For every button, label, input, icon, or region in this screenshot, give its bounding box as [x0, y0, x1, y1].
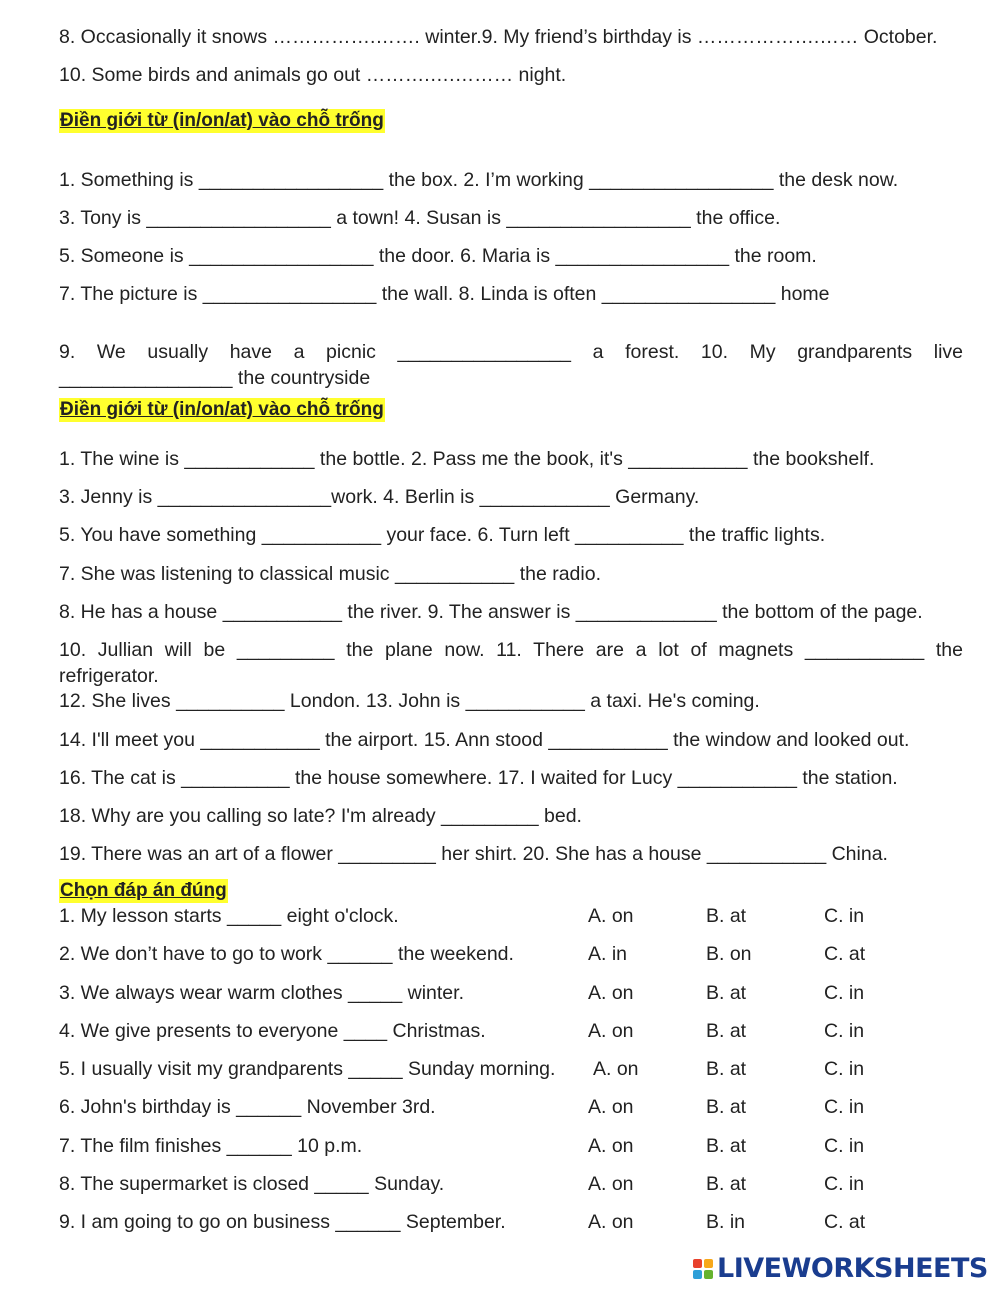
exercise-line: 16. The cat is __________ the house somewhere. 17. I waited for Lucy ___________ the station. — [59, 767, 898, 789]
exercise-line: 12. She lives __________ London. 13. John is ___________ a taxi. He's coming. — [59, 690, 760, 712]
exercise-line: 14. I'll meet you ___________ the airport. 15. Ann stood ___________ the window and looked out. — [59, 729, 910, 751]
question-text: 9. I am going to go on business ______ September. — [59, 1211, 506, 1233]
question-text: 1. My lesson starts _____ eight o'clock. — [59, 905, 399, 927]
exercise-line: 8. Occasionally it snows …………….……. winter.9. My friend’s birthday is ……………….…… October. — [59, 26, 938, 48]
exercise-line: 7. The picture is ________________ the wall. 8. Linda is often ________________ home — [59, 283, 830, 305]
option-c: C. in — [824, 1020, 865, 1042]
exercise-line: 19. There was an art of a flower _________ her shirt. 20. She has a house ___________ China. — [59, 843, 888, 865]
exercise-line: 5. You have something ___________ your face. 6. Turn left __________ the traffic lights. — [59, 524, 826, 546]
option-c: C. in — [824, 1096, 865, 1118]
option-b: B. at — [706, 1058, 747, 1080]
option-b: B. at — [706, 905, 747, 927]
option-b: B. at — [706, 1135, 747, 1157]
exercise-line: 18. Why are you calling so late? I'm already _________ bed. — [59, 805, 582, 827]
option-b: B. in — [706, 1211, 746, 1233]
option-c: C. in — [824, 1058, 865, 1080]
question-text: 3. We always wear warm clothes _____ winter. — [59, 982, 464, 1004]
logo-grid-icon — [693, 1259, 713, 1279]
section-heading: Chọn đáp án đúng — [60, 880, 227, 901]
exercise-line: 10. Some birds and animals go out ……….….……… night. — [59, 64, 567, 86]
option-a: A. on — [588, 905, 634, 927]
option-a: A. on — [588, 982, 634, 1004]
exercise-line: 5. Someone is _________________ the door. 6. Maria is ________________ the room. — [59, 245, 817, 267]
option-a: A. on — [593, 1058, 639, 1080]
question-text: 6. John's birthday is ______ November 3rd. — [59, 1096, 436, 1118]
option-a: A. in — [588, 943, 628, 965]
question-text: 4. We give presents to everyone ____ Christmas. — [59, 1020, 486, 1042]
exercise-line: 3. Jenny is ________________work. 4. Berlin is ____________ Germany. — [59, 486, 700, 508]
question-text: 2. We don’t have to go to work ______ the weekend. — [59, 943, 514, 965]
logo-square — [693, 1259, 702, 1268]
exercise-line: 1. Something is _________________ the box. 2. I’m working _________________ the desk now. — [59, 169, 899, 191]
logo-square — [704, 1259, 713, 1268]
exercise-line: 3. Tony is _________________ a town! 4. Susan is _________________ the office. — [59, 207, 781, 229]
option-c: C. in — [824, 905, 865, 927]
section-heading: Điền giới từ (in/on/at) vào chỗ trống — [60, 110, 384, 131]
exercise-line: 1. The wine is ____________ the bottle. 2. Pass me the book, it's ___________ the bookshelf. — [59, 448, 875, 470]
option-b: B. on — [706, 943, 752, 965]
logo-square — [704, 1270, 713, 1279]
option-b: B. at — [706, 982, 747, 1004]
option-a: A. on — [588, 1020, 634, 1042]
option-b: B. at — [706, 1173, 747, 1195]
option-c: C. at — [824, 943, 866, 965]
liveworksheets-logo — [693, 1254, 988, 1284]
section-heading: Điền giới từ (in/on/at) vào chỗ trống — [60, 399, 384, 420]
logo-square — [693, 1270, 702, 1279]
option-c: C. in — [824, 1173, 865, 1195]
option-b: B. at — [706, 1096, 747, 1118]
option-c: C. in — [824, 982, 865, 1004]
exercise-line: refrigerator. — [59, 665, 159, 687]
option-a: A. on — [588, 1135, 634, 1157]
logo-text: LIVEWORKSHEETS — [717, 1253, 988, 1284]
option-b: B. at — [706, 1020, 747, 1042]
question-text: 7. The film finishes ______ 10 p.m. — [59, 1135, 363, 1157]
option-c: C. at — [824, 1211, 866, 1233]
exercise-line: 8. He has a house ___________ the river. 9. The answer is _____________ the bottom of the page. — [59, 601, 923, 623]
exercise-line: 9. We usually have a picnic ________________ a forest. 10. My grandparents live — [59, 341, 963, 363]
question-text: 8. The supermarket is closed _____ Sunday. — [59, 1173, 445, 1195]
option-a: A. on — [588, 1096, 634, 1118]
exercise-line: 10. Jullian will be _________ the plane now. 11. There are a lot of magnets ___________ the — [59, 639, 963, 661]
option-a: A. on — [588, 1211, 634, 1233]
exercise-line: ________________ the countryside — [59, 367, 371, 389]
exercise-line: 7. She was listening to classical music ___________ the radio. — [59, 563, 601, 585]
option-a: A. on — [588, 1173, 634, 1195]
question-text: 5. I usually visit my grandparents _____ Sunday morning. — [59, 1058, 556, 1080]
option-c: C. in — [824, 1135, 865, 1157]
